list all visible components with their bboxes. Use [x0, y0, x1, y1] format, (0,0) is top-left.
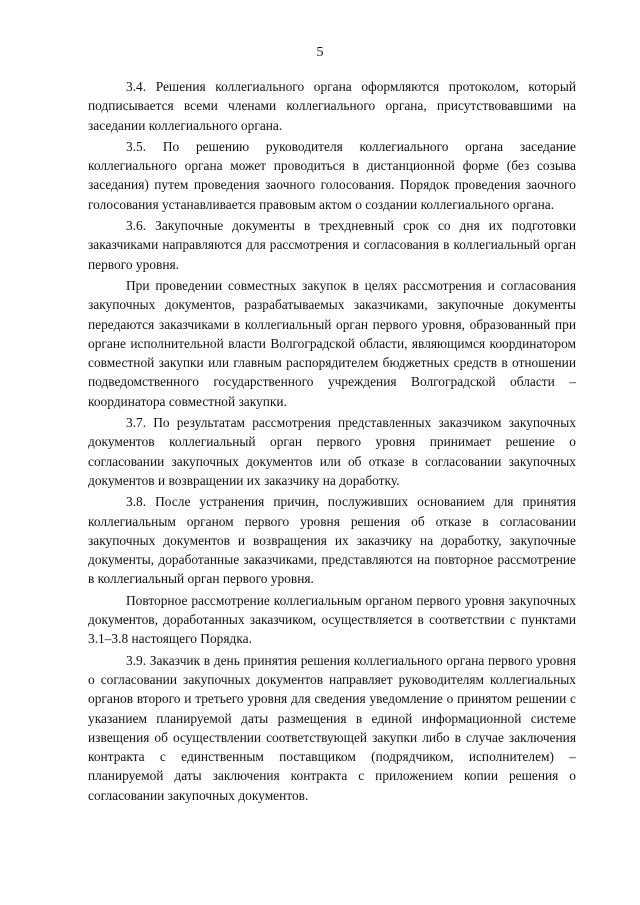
document-body: [88, 77, 576, 807]
page-number: 5: [316, 45, 324, 60]
paragraph-3-7: 3.7. По результатам рассмотрения представленных заказчиком закупочных документов коллегиальный орган первого уровня принимает решение о согласовании закупочных документов или об отказе в согласовании закупочных документов и возвращении их заказчику на доработку.: [88, 415, 576, 488]
paragraph-3-9: 3.9. Заказчик в день принятия решения коллегиального органа первого уровня о согласовании закупочных документов направляет руководителям коллегиальных органов второго и третьего уровня для сведения уведомление о принятом решении с указанием планируемой даты размещения в единой информационной системе извещения об осуществлении соответствующей закупки либо в случае заключения контракта с единственным поставщиком (подрядчиком, исполнителем) – планируемой даты заключения контракта с приложением копии решения о согласовании закупочных документов.: [88, 652, 576, 803]
paragraph-repeat-review: Повторное рассмотрение коллегиальным органом первого уровня закупочных документов, доработанных заказчиком, осуществляется в соответствии с пунктами 3.1–3.8 настоящего Порядка.: [88, 592, 576, 647]
paragraph-joint-procurement: При проведении совместных закупок в целях рассмотрения и согласования закупочных документов, разрабатываемых заказчиками, закупочные документы передаются заказчиками в коллегиальный орган первого уровня, образованный при органе исполнительной власти Волгоградской области, являющимся координатором совместной закупки или главным распорядителем бюджетных средств в отношении подведомственного государственного учреждения Волгоградской области – координатора совместной закупки.: [88, 277, 576, 409]
paragraph-3-6: 3.6. Закупочные документы в трехдневный срок со дня их подготовки заказчиками направляются для рассмотрения и согласования в коллегиальный орган первого уровня.: [88, 218, 576, 272]
paragraph-3-8: 3.8. После устранения причин, послуживших основанием для принятия коллегиальным органом первого уровня решения об отказе в согласовании закупочных документов и возвращения их заказчику на доработку, закупочные документы, доработанные заказчиками, представляются на повторное рассмотрение в коллегиальный орган первого уровня.: [88, 494, 576, 587]
paragraph-3-4: 3.4. Решения коллегиального органа оформляются протоколом, который подписывается всеми членами коллегиального органа, присутствовавшими на заседании коллегиального органа.: [88, 79, 576, 133]
paragraph-3-5: 3.5. По решению руководителя коллегиального органа заседание коллегиального органа может проводиться в дистанционной форме (без созыва заседания) путем проведения заочного голосования. Порядок проведения заочного голосования устанавливается правовым актом о создании коллегиального органа.: [88, 138, 576, 212]
